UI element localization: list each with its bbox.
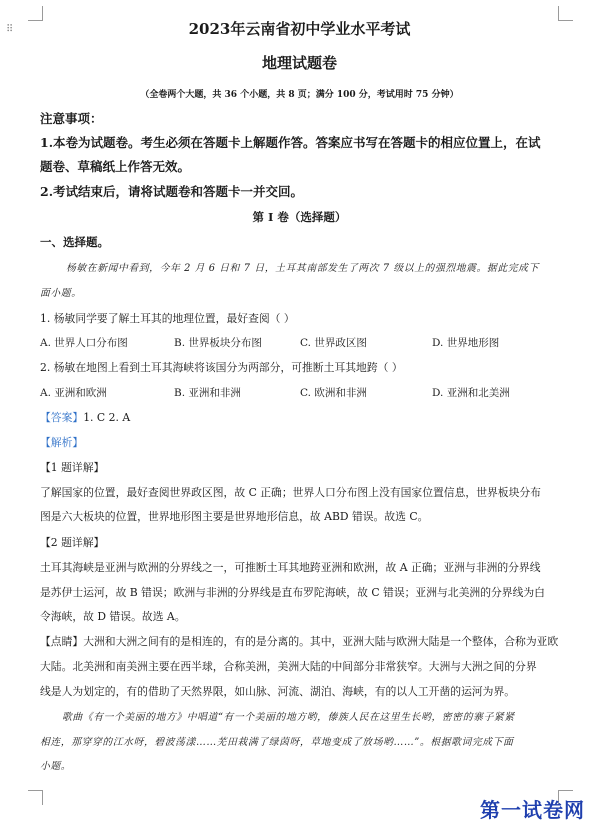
detail-1-line-2: 图是六大板块的位置，世界地形图主要是世界地形信息，故 ABD 错误。故选 C。: [40, 510, 429, 523]
detail-2-line-3: 令海峡，故 D 错误。故选 A。: [40, 610, 186, 623]
question-1-option-a: A. 世界人口分布图: [40, 337, 128, 349]
passage-1-line-1: 杨敏在新闻中看到，今年 2 月 6 日和 7 日，土耳其南部发生了两次 7 级以上的强烈地震。据此完成下: [66, 263, 539, 274]
tip-label: 【点睛】: [40, 635, 84, 648]
question-2-option-a: A. 亚洲和欧洲: [40, 387, 107, 399]
notice-item-1-line-2: 题卷、草稿纸上作答无效。: [40, 159, 191, 174]
question-1-option-b: B. 世界板块分布图: [174, 337, 262, 349]
tip-line-1: [40, 635, 558, 649]
passage-2-line-2: 相连，那穿穿的江水呀，碧波荡漾……芜田栽满了绿茵呀，草地变成了放场哟……”。根据歌词完成下面: [40, 737, 514, 748]
crop-mark-top-left: [28, 6, 43, 21]
tip-line-2: 大陆。北美洲和南美洲主要在西半球，合称美洲，美洲大陆的中间部分非常狭窄。大洲与大洲之间的分界: [40, 660, 537, 673]
exam-title: 2023年云南省初中学业水平考试: [188, 20, 411, 38]
answer-text: 1. C 2. A: [83, 411, 131, 424]
tip-text: 大洲和大洲之间有的是相连的，有的是分离的。其中，亚洲大陆与欧洲大陆是一个整体，合称为亚欧: [83, 635, 559, 648]
crop-mark-top-right: [558, 6, 573, 21]
site-watermark: 第一试卷网: [480, 798, 585, 822]
tip-line-3: 线是人为划定的，有的借助了天然界限，如山脉、河流、湖泊、海峡，有的以人工开凿的运河为界。: [40, 685, 516, 698]
detail-2-line-1: 土耳其海峡是亚洲与欧洲的分界线之一，可推断土耳其地跨亚洲和欧洲，故 A 正确；亚洲与非洲的分界线: [40, 561, 541, 574]
answer-row: [40, 411, 130, 425]
exam-info: （全卷两个大题，共 36 个小题，共 8 页；满分 100 分，考试用时 75 分钟）: [140, 90, 459, 100]
detail-1-line-1: 了解国家的位置，最好查阅世界政区图，故 C 正确；世界人口分布图上没有国家位置信息，世界板块分布: [40, 486, 541, 499]
section-title: 第 I 卷（选择题）: [252, 210, 347, 224]
crop-mark-bottom-left: [28, 790, 43, 805]
question-2-option-d: D. 亚洲和北美洲: [432, 387, 510, 399]
question-1-option-c: C. 世界政区图: [300, 337, 367, 349]
passage-2-line-3: 小题。: [40, 761, 72, 772]
notice-heading: 注意事项：: [40, 111, 103, 126]
detail-1-label: 【1 题详解】: [40, 461, 105, 474]
detail-2-label: 【2 题详解】: [40, 536, 105, 549]
question-1-stem: 1. 杨敏同学要了解土耳其的地理位置，最好查阅（ ）: [40, 312, 295, 325]
question-2-stem: 2. 杨敏在地图上看到土耳其海峡将该国分为两部分，可推断土耳其地跨（ ）: [40, 361, 403, 374]
detail-2-line-2: 是苏伊士运河，故 B 错误；欧洲与非洲的分界线是直布罗陀海峡，故 C 错误；亚洲与北美洲的分界线为白: [40, 586, 545, 599]
question-2-option-b: B. 亚洲和非洲: [174, 387, 241, 399]
exam-subject: 地理试题卷: [261, 54, 337, 72]
part-title: 一、选择题。: [40, 235, 109, 249]
answer-label: 【答案】: [40, 411, 84, 424]
notice-item-1-line-1: 1.本卷为试题卷。考生必须在答题卡上解题作答。答案应书写在答题卡的相应位置上，在试: [40, 135, 541, 150]
analysis-label: 【解析】: [40, 436, 84, 449]
drag-handle-icon[interactable]: ⠿: [6, 24, 15, 35]
notice-item-2: 2.考试结束后，请将试题卷和答题卡一并交回。: [40, 184, 304, 199]
question-1-option-d: D. 世界地形图: [432, 337, 500, 349]
passage-1-line-2: 面小题。: [40, 288, 82, 299]
passage-2-line-1: 歌曲《有一个美丽的地方》中唱道“有一个美丽的地方哟，傣族人民在这里生长哟，密密的寨子紧紧: [62, 712, 515, 723]
question-2-option-c: C. 欧洲和非洲: [300, 387, 367, 399]
